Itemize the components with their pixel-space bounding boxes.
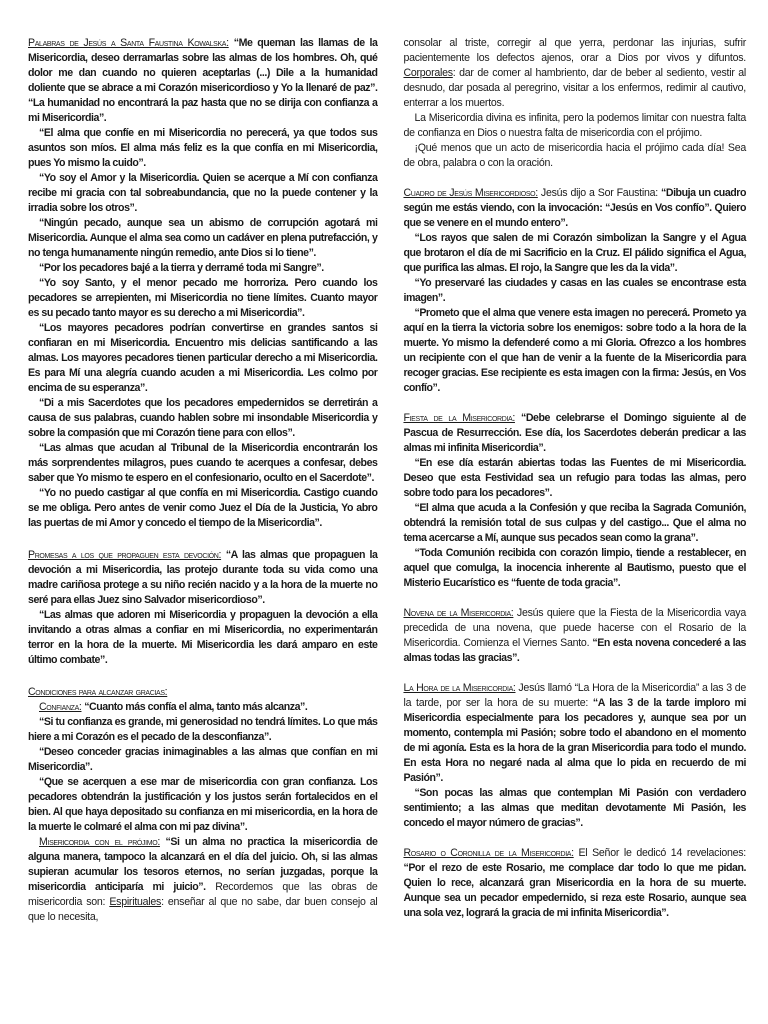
quote-text: “A las almas que propaguen la devoción a mi Misericordia, las protejo durante toda su vida como una madre cariñosa protege a su niño recién nacido y a la hora de la muerte no seré para ellas Juez sino Salvador misericordioso”. [28,549,378,606]
quote-paragraph: “Por los pecadores bajé a la tierra y derramé toda mi Sangre”. [39,262,324,274]
hora-paragraph [403,681,746,786]
quote-text: “En esta novena concederé a las almas todas las gracias”. [403,637,746,664]
quote-paragraph: “Que se acerquen a ese mar de misericordia con gran confianza. Los pecadores obtendrán la justificación y los justos serán fortalecidos en el bien. Al que haya depositado su confianza en mi misericordia, en la hora de la muerte le colmaré el alma con mi paz divina”. [28,776,378,833]
promesas-paragraph [28,548,377,608]
quote-text: “Dibuja un cuadro según me estás viendo, con la invocación: “Jesús en Vos confío”. Quiero que se venere en el mundo entero”. [403,187,746,229]
body-paragraph: La Misericordia divina es infinita, pero la podemos limitar con nuestra falta de confianza en Dios o nuestra falta de misericordia con el prójimo. [403,112,746,139]
quote-paragraph: “Toda Comunión recibida con corazón limpio, tiende a restablecer, en aquel que comulga, la inocencia inherente al Bautismo, puesto que el Misterio Eucarístico es “fuente de toda gracia”. [403,547,746,589]
body-text: El Señor le dedicó 14 revelaciones: [573,847,746,859]
quote-paragraph: “Yo soy el Amor y la Misericordia. Quien se acerque a Mí con confianza recibe mi gracia con tal sobreabundancia, que no la puede contener y la irradia sobre los otros”. [28,172,378,214]
section-heading-cuadro: Cuadro de Jesús Misericordioso: [403,187,538,199]
body-text: : dar de comer al hambriento, dar de beber al sediento, vestir al desnudo, dar posada al peregrino, visitar a los enfermos, redimir al cautivo, enterrar a los muertos. [403,67,746,109]
quote-paragraph: “Los rayos que salen de mi Corazón simbolizan la Sangre y el Agua que brotaron el día de mi Sacrificio en la Cruz. El pálido significa el Agua, que purifica las almas. El rojo, la Sangre que les da la vida”. [403,232,746,274]
quote-paragraph: “Deseo conceder gracias inimaginables a las almas que confían en mi Misericordia”. [28,746,378,773]
quote-text: “Me queman las llamas de la Misericordia, deseo derramarlas sobre las almas de los hombres. Oh, qué dolor me dan cuando no quieren aceptarlas (...) Dile a la humanidad doliente que se abrace a mi Corazón misericordioso y Yo la llenaré de paz”. “La humanidad no encontrará la paz hasta que no se dirija con confianza a mi Misericordia”. [28,37,378,124]
condiciones-heading-line [28,685,377,700]
quote-text: “Debe celebrarse el Domingo siguiente al de Pascua de Resurrección. Ese día, los Sacerdotes deberán predicar a las almas mi infinita Misericordia”. [403,412,746,454]
quote-paragraph: “El alma que acuda a la Confesión y que reciba la Sagrada Comunión, obtendrá la remisión total de sus culpas y del castigo... Que el alma no tema acercarse a Mí, aunque sus pecados sean como la grana”. [403,502,746,544]
right-column [403,36,746,1014]
section-heading-novena: Novena de la Misericordia: [403,607,514,619]
quote-paragraph: “En ese día estarán abiertas todas las Fuentes de mi Misericordia. Deseo que esta Festividad sea un refugio para todas las almas, pero sobre todo para los pecadores”. [403,457,746,499]
section-heading-condiciones: Condiciones para alcanzar gracias: [28,686,168,698]
quote-paragraph: “Las almas que adoren mi Misericordia y propaguen la devoción a ella invitando a otras almas a confiar en mi Misericordia, no experimentarán terror en la hora de la muerte. Mi Misericordia les dará amparo en este último combate”. [28,609,378,666]
quote-text: “Si un alma no practica la misericordia de alguna manera, tampoco la alcanzará en el día del juicio. Oh, si las almas supieran acumular los tesoros eternos, no serían juzgadas, porque la misericordia anticiparía mi juicio”. [28,836,378,893]
quote-paragraph: “Los mayores pecadores podrían convertirse en grandes santos si confiaran en mi Misericordia. Encuentro mis delicias santificando a las almas. Los mayores pecadores tienen particular derecho a mi Misericordia. Es para Mí una alegría cuando acuden a mi Misericordia. Les colmo por encima de su esperanza”. [28,322,378,394]
section-heading-rosario: Rosario o Coronilla de la Misericordia: [403,847,574,859]
body-text: Jesús quiere que la Fiesta de la Misericordia vaya precedida de una novena, que puede hacerse con el Rosario de la Misericordia. Comienza el Viernes Santo. [403,607,746,649]
subheading-misericordia-projimo: Misericordia con el prójimo: [39,836,160,848]
quote-paragraph: “El alma que confíe en mi Misericordia no perecerá, ya que todos sus asuntos son míos. El alma más feliz es la que confía en mi Misericordia, pues Yo mismo la cuido”. [28,127,378,169]
rosario-paragraph [403,846,746,921]
quote-paragraph: “Yo no puedo castigar al que confía en mi Misericordia. Castigo cuando se me obliga. Pero antes de venir como Juez el Día de la Justicia, Yo abro las puertas de mi Amor y concedo el tiempo de la Misericordia”. [28,487,378,529]
section-heading-hora: La Hora de la Misericordia: [403,682,516,694]
quote-paragraph: “Yo preservaré las ciudades y casas en las cuales se encontrase esta imagen”. [403,277,746,304]
body-text: Recordemos que las obras de misericordia son: [28,881,378,908]
section-heading-palabras: Palabras de Jesús a Santa Faustina Kowalska: [28,37,229,49]
cuadro-paragraph [403,186,746,231]
quote-paragraph: “Prometo que el alma que venere esta imagen no perecerá. Prometo ya aquí en la tierra la victoria sobre los enemigos: sobre todo a la hora de la muerte. Yo mismo la defenderé como a mi Gloria. Ofrezco a los hombres un recipiente con el que han de venir a la fuente de la Misericordia para recoger gracias. Ese recipiente es esta imagen con la firma: Jesús, en Vos confío”. [403,307,746,394]
quote-paragraph: “Ningún pecado, aunque sea un abismo de corrupción agotará mi Misericordia. Aunque el alma sea como un cadáver en plena putrefacción, y no tenga humanamente ningún remedio, ante Dios si lo tiene”. [28,217,378,259]
label-corporales: Corporales [403,67,453,79]
body-paragraph: ¡Qué menos que un acto de misericordia hacia el prójimo cada día! Sea de obra, palabra o con la oración. [403,142,746,169]
quote-paragraph: “Di a mis Sacerdotes que los pecadores empedernidos se derretirán a causa de sus palabras, cuando hablen sobre mi insondable Misericordia y sobre la compasión que mi Corazón tiene para con ellos”. [28,397,378,439]
fiesta-paragraph [403,411,746,456]
body-text: consolar al triste, corregir al que yerra, perdonar las injurias, sufrir pacientemente los defectos ajenos, orar a Dios por vivos y difuntos. [403,37,746,64]
confianza-paragraph [28,700,377,715]
section-heading-fiesta: Fiesta de la Misericordia: [403,412,515,424]
quote-paragraph: “Si tu confianza es grande, mi generosidad no tendrá límites. Lo que más hiere a mi Corazón es el pecado de la desconfianza”. [28,716,378,743]
quote-text: “Por el rezo de este Rosario, me complace dar todo lo que me pidan. Quien lo rece, alcanzará gran Misericordia en la hora de su muerte. Aunque sea un pecador empedernido, si reza este Rosario, aunque sea una sola vez, logrará la gracia de mi infinita Misericordia”. [403,862,746,919]
quote-text: “A las 3 de la tarde imploro mi Misericordia especialmente para los pecadores y, aunque sea por un momento, contempla mi Pasión; sobre todo el abandono en el momento de mi agonía. Esta es la hora de la gran Misericordia para todo el mundo. En esta Hora no negaré nada al alma que lo pida en recuerdo de mi Pasión”. [403,697,747,784]
label-espirituales: Espirituales [109,896,162,908]
body-text: Jesús llamó “La Hora de la Misericordia” a las 3 de la tarde, por ser la hora de su muerte: [403,682,747,709]
novena-paragraph [403,606,746,666]
obras-continuation-paragraph [403,36,746,111]
intro-paragraph [28,36,377,126]
body-text: : enseñar al que no sabe, dar buen consejo al que lo necesita, [28,896,378,923]
subheading-confianza: Confianza: [39,701,82,713]
quote-paragraph: “Las almas que acudan al Tribunal de la Misericordia encontrarán los más sorprendentes milagros, pues cuando te acerques a confesar, debes saber que Yo mismo te espero en el confesionario, oculto en el Sacerdote”. [28,442,378,484]
quote-paragraph: “Yo soy Santo, y el menor pecado me horroriza. Pero cuando los pecadores se arrepienten, mi Misericordia no tiene límites. Cuanto mayor es su pecado tanto mayor es su derecho a mi Misericordia”. [28,277,378,319]
body-text: Jesús dijo a Sor Faustina: [537,187,662,199]
left-column [28,36,377,1014]
quote-text: “Cuanto más confía el alma, tanto más alcanza”. [84,701,308,713]
misericordia-projimo-paragraph [28,835,377,925]
quote-paragraph: “Son pocas las almas que contemplan Mi Pasión con verdadero sentimiento; a las almas que meditan devotamente Mi Pasión, les concedo el mayor número de gracias”. [403,787,746,829]
section-heading-promesas: Promesas a los que propaguen esta devoción: [28,549,222,561]
